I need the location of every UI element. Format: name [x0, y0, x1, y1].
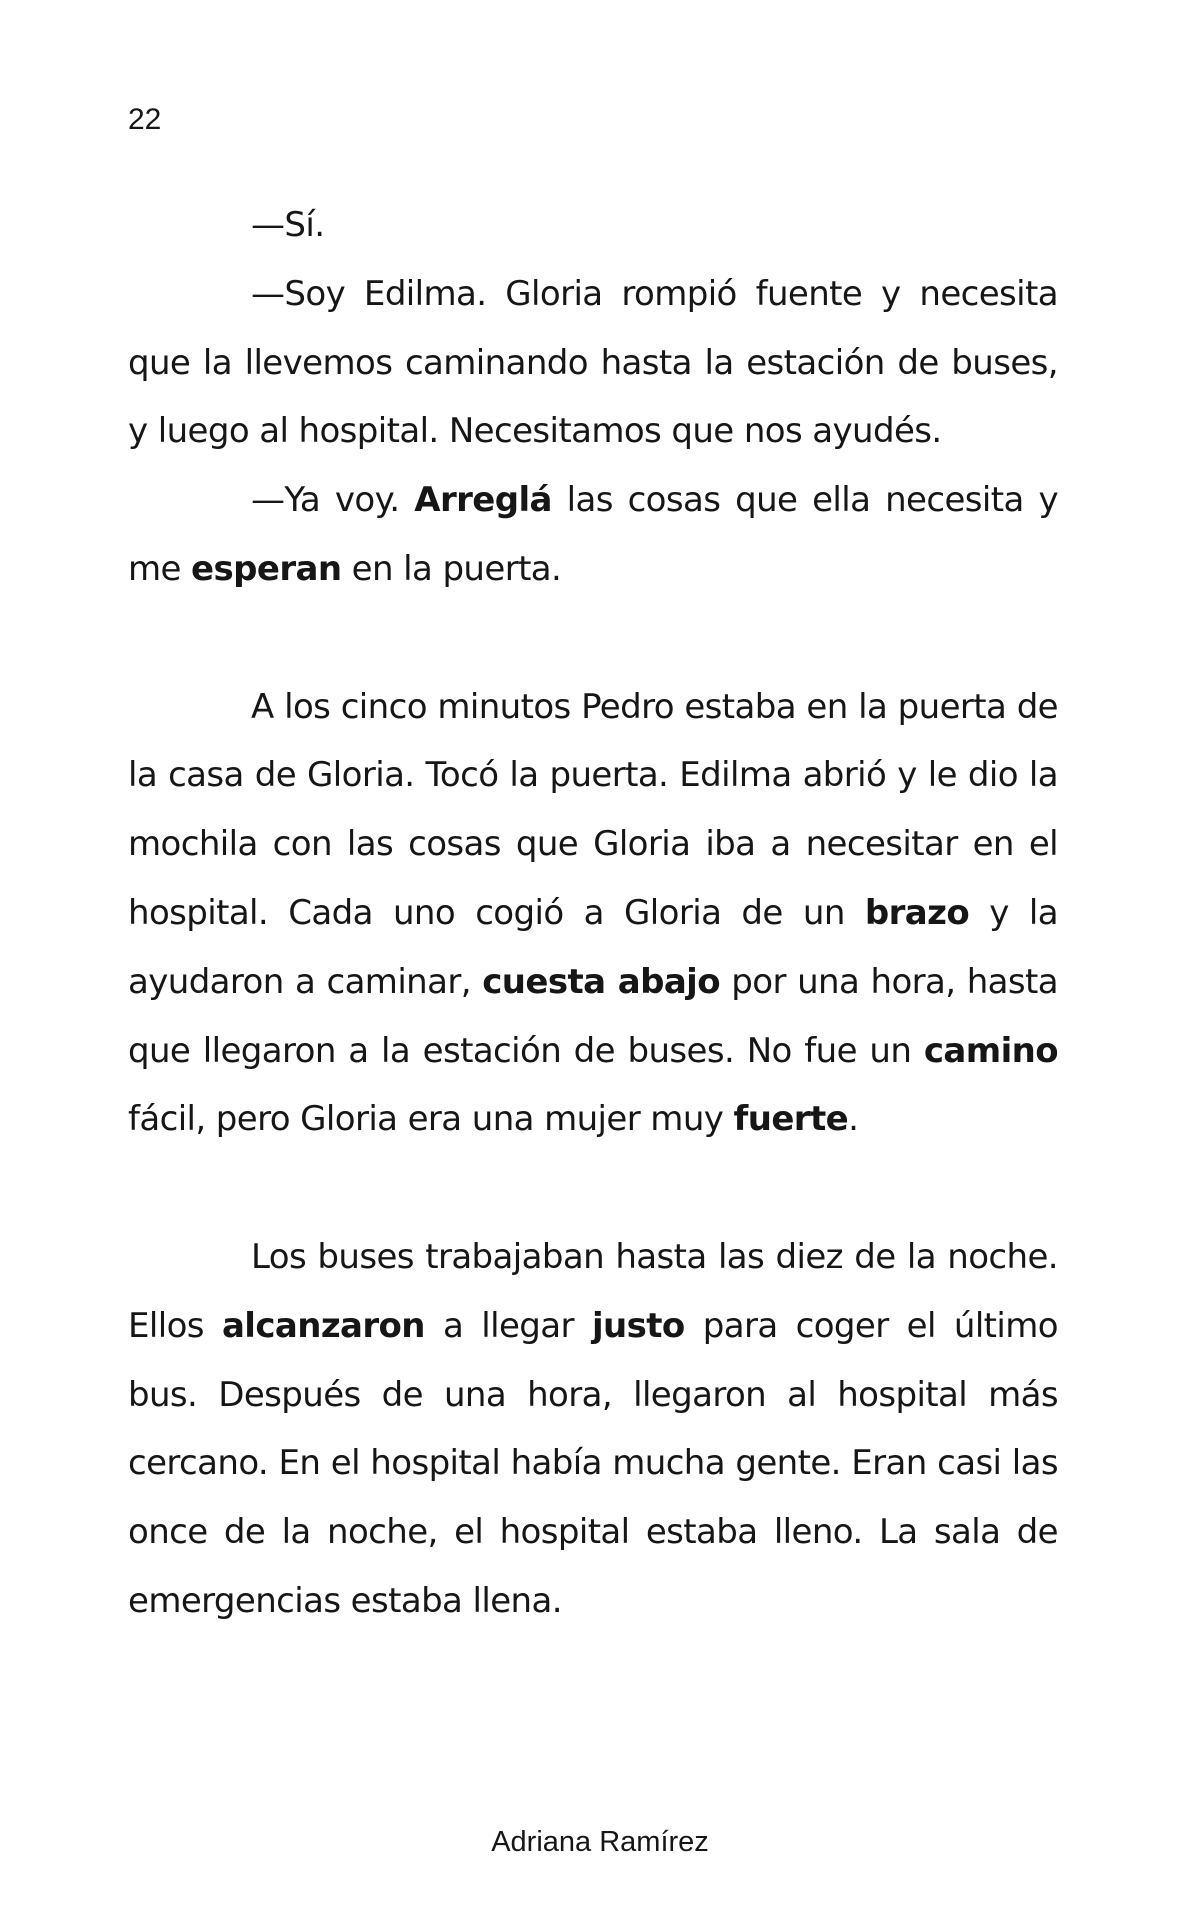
- bold-term: Arreglá: [414, 480, 552, 521]
- text-run: y la ayudaron a caminar,: [128, 892, 1058, 1002]
- text-run: —Soy Edilma. Gloria rompió fuente y necesita que la llevemos caminando hasta la estación de buses, y luego al hospital. Necesitamos que nos ayudés.: [128, 273, 1058, 452]
- text-run: A los cinco minutos Pedro estaba en la puerta de la casa de Gloria. Tocó la puerta. Edilma abrió y le dio la mochila con las cosas que Gloria iba a necesitar en el hospital. Cada uno cogió a Gloria de un: [128, 686, 1058, 933]
- text-run: a llegar: [424, 1305, 592, 1346]
- paragraph: [128, 466, 1058, 604]
- text-run: —Sí.: [251, 205, 325, 245]
- bold-term: alcanzaron: [221, 1305, 425, 1346]
- text-run: .: [848, 1099, 859, 1140]
- text-run: en la puerta.: [341, 548, 562, 589]
- footer-author: Adriana Ramírez: [491, 1826, 709, 1858]
- bold-term: cuesta abajo: [482, 961, 720, 1002]
- paragraph: [128, 673, 1058, 1155]
- bold-term: brazo: [864, 892, 970, 933]
- text-run: las cosas que ella necesita y me: [128, 480, 1058, 589]
- page-number: 22: [128, 103, 162, 136]
- paragraph: [128, 1223, 1058, 1636]
- bold-term: justo: [591, 1305, 685, 1346]
- bold-term: camino: [923, 1030, 1058, 1071]
- text-run: Los buses trabajaban hasta las diez de la noche. Ellos: [128, 1236, 1058, 1346]
- body-text: [128, 191, 1058, 1636]
- bold-term: fuerte: [733, 1099, 849, 1140]
- bold-term: esperan: [191, 548, 342, 589]
- text-run: fácil, pero Gloria era una mujer muy: [128, 1099, 734, 1140]
- text-run: —Ya voy.: [251, 480, 415, 521]
- text-run: para coger el último bus. Después de una hora, llegaron al hospital más cercano. En el hospital había mucha gente. Eran casi las once de la noche, el hospital estaba lleno. La sala de emergencias estaba llena.: [128, 1305, 1058, 1621]
- text-run: por una hora, hasta que llegaron a la estación de buses. No fue un: [128, 961, 1058, 1071]
- paragraph: [128, 260, 1058, 466]
- paragraph: [128, 191, 1058, 260]
